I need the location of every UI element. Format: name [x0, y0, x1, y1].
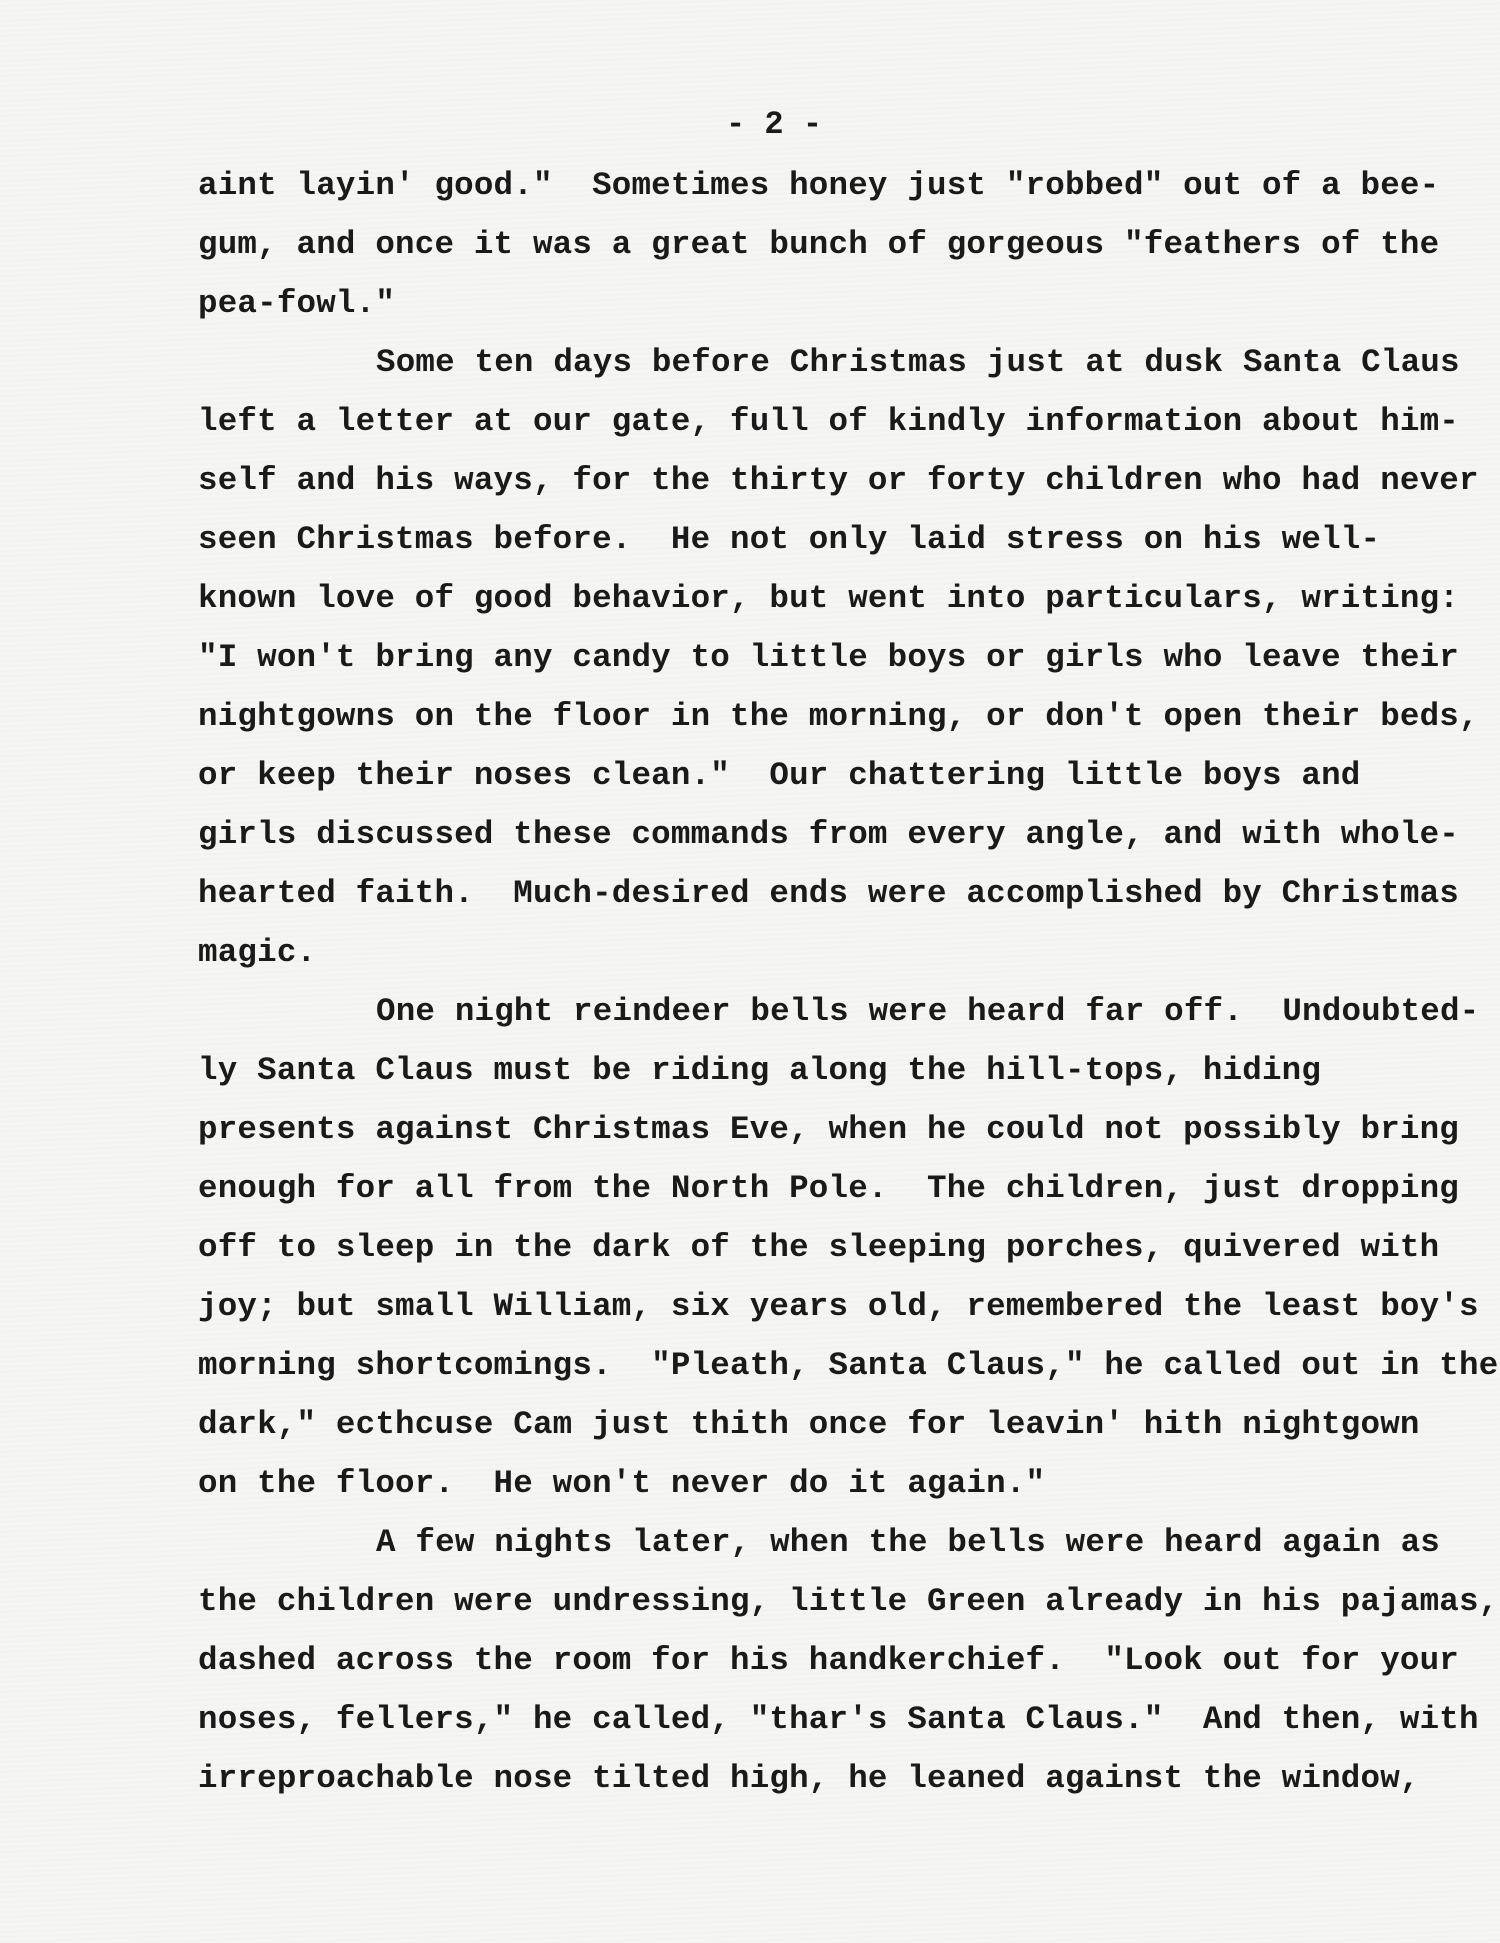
text-line: aint layin' good." Sometimes honey just "robbed" out of a bee- [198, 167, 1440, 204]
text-line: dashed across the room for his handkerchief. "Look out for your [198, 1642, 1460, 1679]
text-line: joy; but small William, six years old, remembered the least boy's [198, 1288, 1479, 1325]
text-line: the children were undressing, little Green already in his pajamas, [198, 1583, 1499, 1620]
text-line: on the floor. He won't never do it again." [198, 1465, 1046, 1502]
text-line: One night reindeer bells were heard far off. Undoubted- [376, 993, 1480, 1030]
text-line: gum, and once it was a great bunch of gorgeous "feathers of the [198, 226, 1440, 263]
text-line: presents against Christmas Eve, when he could not possibly bring [198, 1111, 1460, 1148]
text-line: or keep their noses clean." Our chattering little boys and [198, 757, 1361, 794]
text-line: A few nights later, when the bells were heard again as [376, 1524, 1440, 1561]
text-line: "I won't bring any candy to little boys or girls who leave their [198, 639, 1460, 676]
text-line: ly Santa Claus must be riding along the hill-tops, hiding [198, 1052, 1322, 1089]
text-line: hearted faith. Much-desired ends were accomplished by Christmas [198, 875, 1460, 912]
text-line: self and his ways, for the thirty or forty children who had never [198, 462, 1479, 499]
text-line: morning shortcomings. "Pleath, Santa Claus," he called out in the [198, 1347, 1499, 1384]
text-line: girls discussed these commands from every angle, and with whole- [198, 816, 1460, 853]
text-line: enough for all from the North Pole. The children, just dropping [198, 1170, 1460, 1207]
text-line: seen Christmas before. He not only laid stress on his well- [198, 521, 1381, 558]
text-line: dark," ecthcuse Cam just thith once for leavin' hith nightgown [198, 1406, 1420, 1443]
text-line: Some ten days before Christmas just at dusk Santa Claus [376, 344, 1460, 381]
page-body-text [198, 156, 1499, 1808]
text-line: irreproachable nose tilted high, he leaned against the window, [198, 1760, 1420, 1797]
text-line: magic. [198, 934, 317, 971]
page-number: - 2 - [726, 106, 823, 143]
text-line: left a letter at our gate, full of kindly information about him- [198, 403, 1460, 440]
text-line: off to sleep in the dark of the sleeping porches, quivered with [198, 1229, 1440, 1266]
text-line: known love of good behavior, but went into particulars, writing: [198, 580, 1460, 617]
text-line: noses, fellers," he called, "thar's Santa Claus." And then, with [198, 1701, 1479, 1738]
text-line: nightgowns on the floor in the morning, or don't open their beds, [198, 698, 1479, 735]
text-line: pea-fowl." [198, 285, 396, 322]
